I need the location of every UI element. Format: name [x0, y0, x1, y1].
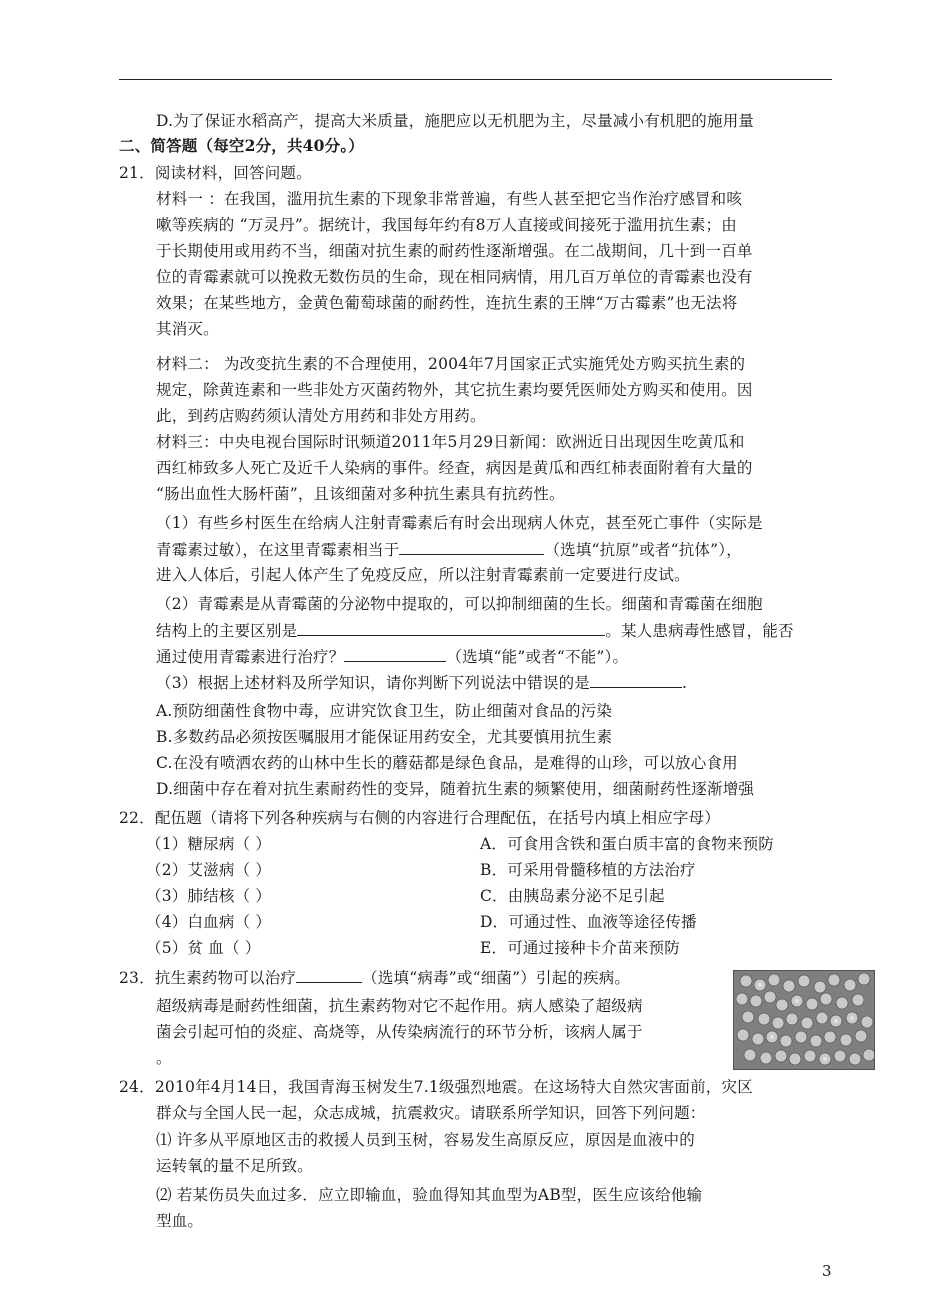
answer-blank[interactable]: [296, 967, 362, 983]
q21-part1-line: [156, 539, 742, 560]
match-right-item: B．可采用骨髓移植的方法治疗: [480, 861, 696, 879]
q21-part2-line: （2）青霉素是从青霉菌的分泌物中提取的，可以抑制细菌的生长。细菌和青霉菌在细胞: [156, 595, 763, 613]
match-right-item: D．可通过性、血液等途径传播: [480, 913, 697, 931]
material-2-line: 规定，除黄连素和一些非处方灭菌药物外，其它抗生素均要凭医师处方购买和使用。因: [156, 381, 753, 399]
q21-part3-line: [156, 672, 687, 693]
q23-line: 。: [156, 1049, 172, 1067]
match-left-item: （3）肺结核（ ）: [146, 887, 272, 905]
q21-part3-text: （3）根据上述材料及所学知识，请你判断下列说法中错误的是: [156, 674, 590, 692]
q21-part1-text: （选填“抗原”或者“抗体”），: [544, 541, 742, 559]
option-c: C.在没有喷洒农药的山林中生长的蘑菇都是绿色食品，是难得的山珍，可以放心食用: [156, 754, 738, 772]
material-1-line: 效果；在某些地方，金黄色葡萄球菌的耐药性，连抗生素的王牌“万古霉素”也无法将: [156, 294, 738, 312]
q23-line: 超级病毒是耐药性细菌，抗生素药物对它不起作用。病人感染了超级病: [156, 997, 643, 1015]
material-1-line: 位的青霉素就可以挽救无数伤员的生命，现在相同病情，用几百万单位的青霉素也没有: [156, 268, 753, 286]
option-d-fertilizer: D.为了保证水稻高产，提高大米质量，施肥应以无机肥为主，尽量减小有机肥的施用量: [156, 112, 755, 130]
q21-part1-line: 进入人体后，引起人体产生了免疫反应，所以注射青霉素前一定要进行皮试。: [156, 566, 690, 584]
match-left-item: （2）艾滋病（ ）: [146, 861, 272, 879]
q21-part2-text: 结构上的主要区别是: [156, 622, 298, 640]
answer-blank[interactable]: [399, 539, 544, 555]
q23-text: 23．抗生素药物可以治疗: [119, 969, 297, 987]
material-2-line: 此，到药店购药须认清处方用药和非处方用药。: [156, 407, 486, 425]
answer-blank[interactable]: [590, 672, 682, 688]
q23-text: （选填“病毒”或“细菌”）引起的疾病。: [362, 969, 631, 987]
q21-part2-text: 。某人患病毒性感冒，能否: [605, 622, 794, 640]
q21-part1-text: 青霉素过敏），在这里青霉素相当于: [156, 541, 400, 559]
material-2-line: 材料二： 为改变抗生素的不合理使用，2004年7月国家正式实施凭处方购买抗生素的: [156, 355, 746, 373]
q21-part1-line: （1）有些乡村医生在给病人注射青霉素后有时会出现病人休克，甚至死亡事件（实际是: [156, 514, 763, 532]
q24-line: 群众与全国人民一起，众志成城，抗震救灾。请联系所学知识，回答下列问题：: [156, 1104, 706, 1122]
q23-line: 菌会引起可怕的炎症、高烧等，从传染病流行的环节分析，该病人属于: [156, 1023, 643, 1041]
answer-blank[interactable]: [297, 620, 605, 636]
answer-blank[interactable]: [344, 646, 446, 662]
q23-line: [119, 967, 630, 988]
q22-stem: 22．配伍题（请将下列各种疾病与右侧的内容进行合理配伍，在括号内填上相应字母）: [119, 809, 721, 827]
match-left-item: （1）糖尿病（ ）: [146, 835, 272, 853]
q24-part2-line: 型血。: [156, 1212, 204, 1230]
match-right-item: A．可食用含铁和蛋白质丰富的食物来预防: [480, 835, 774, 853]
q21-part2-text: 通过使用青霉素进行治疗？: [156, 648, 345, 666]
q21-part3-text: .: [681, 674, 688, 692]
page-number: 3: [822, 1262, 832, 1280]
q21-part2-text: （选填“能”或者“不能”）。: [446, 648, 629, 666]
match-left-item: （5）贫 血（ ）: [146, 939, 261, 957]
section-heading: 二、简答题（每空2分，共40分。）: [119, 136, 365, 155]
match-right-item: C．由胰岛素分泌不足引起: [480, 887, 665, 905]
material-1-line: 其消灭。: [156, 320, 219, 338]
option-a: A.预防细菌性食物中毒，应讲究饮食卫生，防止细菌对食品的污染: [156, 702, 613, 720]
option-b: B.多数药品必须按医嘱服用才能保证用药安全，尤其要慎用抗生素: [156, 728, 613, 746]
option-d: D.细菌中存在着对抗生素耐药性的变异，随着抗生素的频繁使用，细菌耐药性逐渐增强: [156, 780, 755, 798]
material-1-line: 于长期使用或用药不当，细菌对抗生素的耐药性逐渐增强。在二战期间，几十到一百单: [156, 242, 753, 260]
match-right-item: E．可通过接种卡介苗来预防: [480, 939, 680, 957]
q21-part2-line: [156, 646, 628, 667]
q24-part1-line: ⑴ 许多从平原地区击的救援人员到玉树，容易发生高原反应，原因是血液中的: [156, 1131, 695, 1149]
material-3-line: “肠出血性大肠杆菌”，且该细菌对多种抗生素具有抗药性。: [156, 485, 565, 503]
header-rule: [119, 79, 832, 80]
bacteria-micrograph-image: [734, 971, 874, 1069]
q21-stem: 21．阅读材料，回答问题。: [119, 164, 312, 182]
material-1-line: 嗽等疾病的 “万灵丹”。据统计，我国每年约有8万人直接或间接死于滥用抗生素；由: [156, 216, 737, 234]
q24-line: 24．2010年4月14日，我国青海玉树发生7.1级强烈地震。在这场特大自然灾害面前，灾区: [119, 1078, 753, 1096]
q24-part1-line: 运转氧的量不足所致。: [156, 1157, 314, 1175]
match-left-item: （4）白血病（ ）: [146, 913, 272, 931]
material-3-line: 材料三：中央电视台国际时讯频道2011年5月29日新闻：欧洲近日出现因生吃黄瓜和: [156, 433, 745, 451]
bacteria-micrograph: [733, 970, 875, 1070]
material-1-line: 材料一 ：在我国，滥用抗生素的下现象非常普遍，有些人甚至把它当作治疗感冒和咳: [156, 190, 743, 208]
material-3-line: 西红柿致多人死亡及近千人染病的事件。经查，病因是黄瓜和西红柿表面附着有大量的: [156, 459, 753, 477]
q21-part2-line: [156, 620, 794, 641]
q24-part2-line: ⑵ 若某伤员失血过多．应立即输血，验血得知其血型为AB型，医生应该给他输: [156, 1186, 703, 1204]
